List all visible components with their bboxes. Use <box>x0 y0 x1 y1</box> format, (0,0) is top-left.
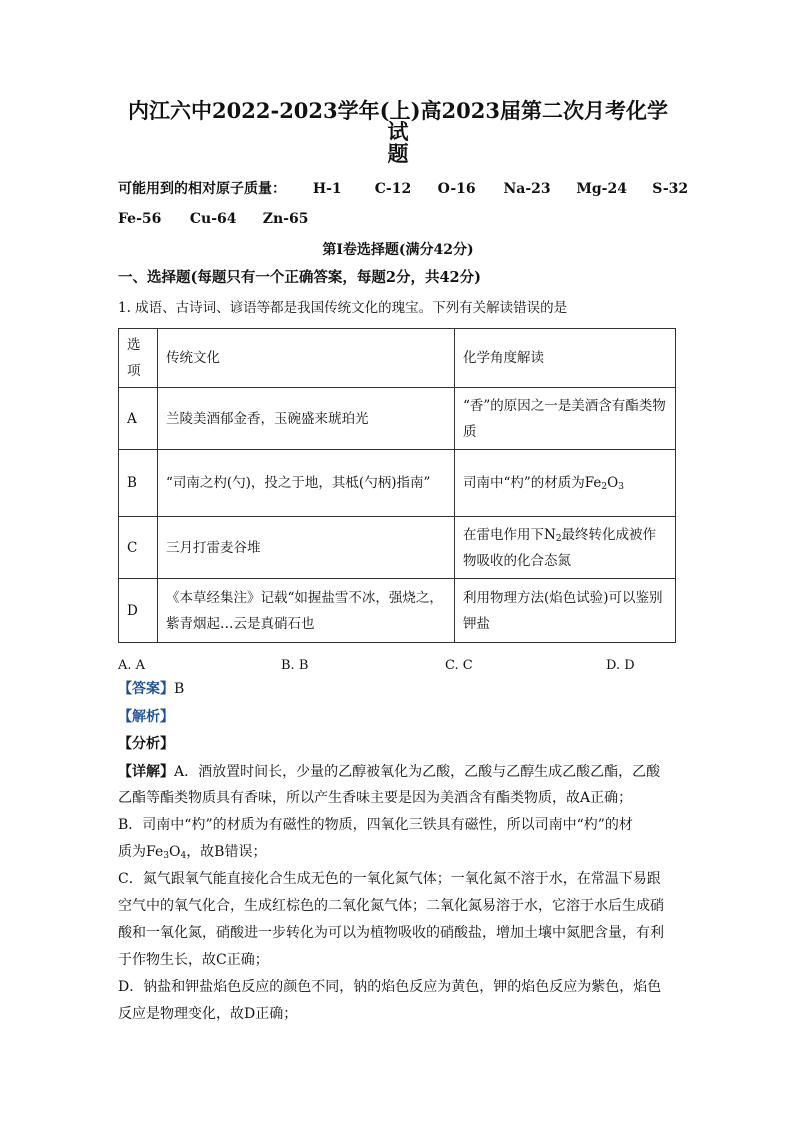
row-culture: 《本草经集注》记载“如握盐雪不冰，强烧之，紫青烟起…云是真硝石也 <box>158 579 455 643</box>
table-row <box>119 388 676 450</box>
atomic-mass-s: S-32 <box>652 181 689 197</box>
answer-value: B <box>174 681 185 697</box>
atomic-mass-label: 可能用到的相对原子质量： <box>118 181 286 197</box>
atomic-mass-line-2 <box>118 212 308 226</box>
row-option: A <box>119 388 158 450</box>
atomic-mass-zn: Zn-65 <box>262 211 309 227</box>
exam-title: 内江六中2022-2023学年(上)高2023届第二次月考化学试 <box>128 98 668 144</box>
detail-c-line-3: 酸和一氧化氮，硝酸进一步转化为可以为植物吸收的硝酸盐，增加土壤中氮肥含量，有利 <box>118 925 664 941</box>
atomic-mass-mg: Mg-24 <box>576 181 627 197</box>
atomic-mass-o: O-16 <box>437 181 476 197</box>
detail-d-line-2: 反应是物理变化，故D正确； <box>118 1006 298 1022</box>
option-c: C. C <box>445 658 473 673</box>
row-culture: 三月打雷麦谷堆 <box>158 517 455 579</box>
answer-tag: 【答案】 <box>118 681 174 697</box>
atomic-mass-c: C-12 <box>374 181 412 197</box>
atomic-mass-cu: Cu-64 <box>189 211 237 227</box>
detail-tag: 【详解】 <box>118 764 174 780</box>
header-culture: 传统文化 <box>158 329 455 388</box>
atomic-mass-h: H-1 <box>312 181 342 197</box>
fenxi-heading: 【分析】 <box>118 736 174 752</box>
detail-a-line-2: 乙酯等酯类物质具有香味，所以产生香味主要是因为美酒含有酯类物质，故A正确； <box>118 790 633 806</box>
atomic-mass-line <box>118 182 688 196</box>
row-chem: 在雷电作用下$N_2$最终转化成被作物吸收的化合态氮 <box>455 517 676 579</box>
table-row <box>119 517 676 579</box>
row-option: C <box>119 517 158 579</box>
table-row <box>119 579 676 643</box>
question-1-table <box>118 328 676 643</box>
table-row <box>119 450 676 517</box>
detail-c-line-4: 于作物生长，故C正确； <box>118 952 269 968</box>
row-culture: “司南之杓(勺)，投之于地，其柢(勺柄)指南” <box>158 450 455 517</box>
row-culture: 兰陵美酒郁金香，玉碗盛来琥珀光 <box>158 388 455 450</box>
row-chem: 利用物理方法(焰色试验)可以鉴别钾盐 <box>455 579 676 643</box>
table-header-row <box>119 329 676 388</box>
answer-line <box>118 682 184 696</box>
option-a: A. A <box>118 658 146 673</box>
detail-b-line-2: 质为$Fe_3O_4$，故B错误； <box>118 844 267 861</box>
section-title: 第I卷选择题(满分42分) <box>322 242 474 258</box>
atomic-mass-na: Na-23 <box>503 181 551 197</box>
exam-title-continued: 题 <box>387 141 409 166</box>
detail-c-line-1: C．氮气跟氧气能直接化合生成无色的一氧化氮气体；一氧化氮不溶于水，在常温下易跟 <box>118 871 661 887</box>
question-1-stem: 1. 成语、古诗词、谚语等都是我国传统文化的瑰宝。下列有关解读错误的是 <box>118 300 568 316</box>
header-option: 选项 <box>119 329 158 388</box>
row-option: D <box>119 579 158 643</box>
detail-a-line-1: 【详解】A．酒放置时间长，少量的乙醇被氧化为乙酸，乙酸与乙醇生成乙酸乙酯，乙酸 <box>118 764 661 780</box>
row-chem: 司南中“杓”的材质为$Fe_2O_3$ <box>455 450 676 517</box>
analysis-heading: 【解析】 <box>118 709 174 725</box>
row-chem: “香”的原因之一是美酒含有酯类物质 <box>455 388 676 450</box>
row-option: B <box>119 450 158 517</box>
detail-b-line-1: B．司南中“杓”的材质为有磁性的物质，四氧化三铁具有磁性，所以司南中“杓”的材 <box>118 817 633 833</box>
detail-d-line-1: D．钠盐和钾盐焰色反应的颜色不同，钠的焰色反应为黄色，钾的焰色反应为紫色，焰色 <box>118 979 662 995</box>
atomic-mass-fe: Fe-56 <box>118 211 162 227</box>
option-d: D. D <box>606 658 635 673</box>
header-chem: 化学角度解读 <box>455 329 676 388</box>
part-title: 一、选择题(每题只有一个正确答案，每题2分，共42分) <box>118 269 481 286</box>
option-b: B. B <box>281 658 309 673</box>
detail-c-line-2: 空气中的氧气化合，生成红棕色的二氧化氮气体；二氧化氮易溶于水，它溶于水后生成硝 <box>118 898 664 914</box>
